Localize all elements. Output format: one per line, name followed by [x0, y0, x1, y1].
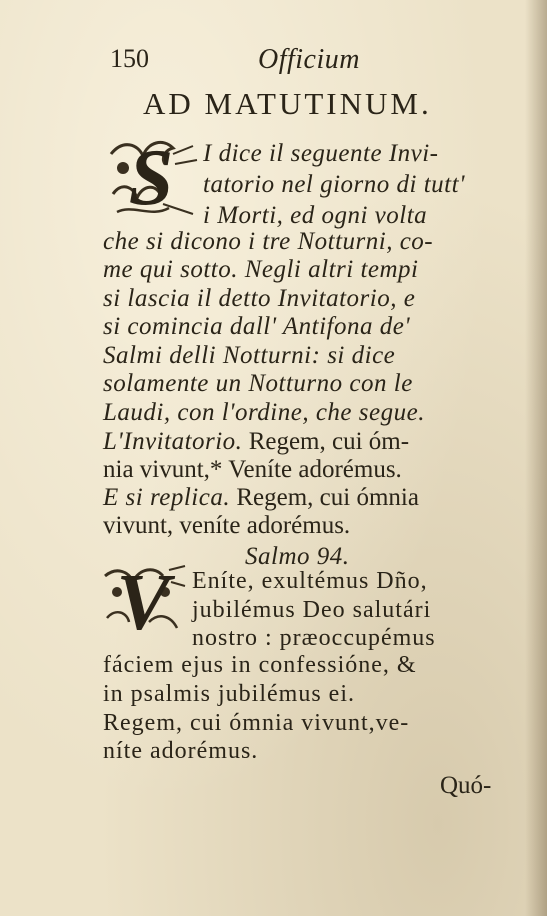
rubric-line: si lascia il detto Invitatorio, e: [103, 285, 416, 312]
invitatory-line-2: nia vivunt,* Veníte adorémus.: [103, 456, 402, 483]
psalm-line: jubilémus Deo salutári: [192, 597, 432, 623]
dropcap-v-icon: [99, 558, 187, 647]
section-heading: AD MATUTINUM.: [143, 86, 432, 121]
invitatory-repeat-line-1: [103, 484, 419, 512]
rubric-line: che si dicono i tre Notturni, co-: [103, 228, 434, 255]
dropcap-s-icon: [103, 134, 199, 222]
psalm-line: fáciem ejus in confessióne, &: [103, 652, 417, 678]
rubric-line: Laudi, con l'ordine, che segue.: [103, 399, 425, 426]
psalm-line: nostro : præoccupémus: [192, 625, 436, 651]
rubric-line: i Morti, ed ogni volta: [203, 202, 428, 229]
catchword: Quó-: [440, 772, 492, 799]
rubric-line: tatorio nel giorno di tutt': [203, 171, 465, 198]
repeat-text: Regem, cui ómnia: [236, 484, 419, 511]
rubric-line: me qui sotto. Negli altri tempi: [103, 256, 419, 283]
repeat-label: E si replica.: [103, 484, 231, 511]
invitatory-repeat-line-2: vivunt, veníte adorémus.: [103, 512, 351, 539]
psalm-line: in psalmis jubilémus ei.: [103, 681, 355, 707]
psalm-line: Regem, cui ómnia vivunt,ve-: [103, 710, 410, 736]
page-number: 150: [110, 44, 149, 73]
invitatory-line-1: [103, 428, 409, 456]
rubric-line: solamente un Notturno con le: [103, 370, 413, 397]
psalm-title: Salmo 94.: [245, 543, 350, 570]
dropcap-letter: S: [128, 133, 174, 222]
running-title: Officium: [258, 44, 360, 75]
psalm-line: níte adorémus.: [103, 738, 259, 764]
rubric-line: Salmi delli Notturni: si dice: [103, 342, 396, 369]
rubric-line: I dice il seguente Invi-: [203, 140, 439, 167]
rubric-line: si comincia dall' Antifona de': [103, 313, 411, 340]
dropcap-letter: V: [116, 558, 170, 647]
psalm-line: Eníte, exultémus Dño,: [192, 568, 428, 594]
invitatory-text: Regem, cui óm-: [248, 428, 410, 455]
invitatory-label: L'Invitatorio.: [103, 428, 243, 455]
